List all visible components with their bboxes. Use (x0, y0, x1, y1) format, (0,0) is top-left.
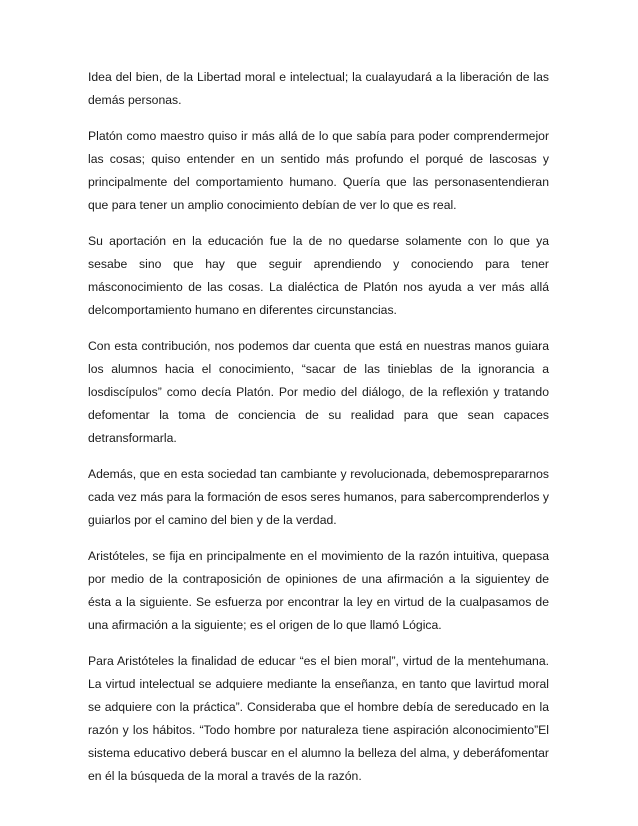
paragraph-sociedad-cambiante: Además, que en esta sociedad tan cambiante y revolucionada, debemosprepararnos cada vez más para la formación de esos seres humanos, para sabercomprenderlos y guiarlos por el camino del bien y de la verdad. (88, 467, 549, 527)
paragraph-aristoteles-razon: Aristóteles, se fija en principalmente en el movimiento de la razón intuitiva, quepasa por medio de la contraposición de opiniones de una afirmación a la siguientey de ésta a la siguiente. Se esfuerza por encontrar la ley en virtud de la cualpasamos de una afirmación a la siguiente; es el origen de lo que llamó Lógica. (88, 549, 549, 632)
document-body (88, 66, 549, 801)
paragraph-idea-del-bien: Idea del bien, de la Libertad moral e intelectual; la cualayudará a la liberación de las demás personas. (88, 70, 549, 107)
paragraph-aristoteles-finalidad: Para Aristóteles la finalidad de educar “es el bien moral”, virtud de la mentehumana. La virtud intelectual se adquiere mediante la enseñanza, en tanto que lavirtud moral se adquiere con la práctica”. Consideraba que el hombre debía de sereducado en la razón y los hábitos. “Todo hombre por naturaleza tiene aspiración alconocimiento”El sistema educativo deberá buscar en el alumno la belleza del alma, y deberáfomentar en él la búsqueda de la moral a través de la razón. (88, 654, 549, 783)
paragraph-contribucion: Con esta contribución, nos podemos dar cuenta que está en nuestras manos guiara los alumnos hacia el conocimiento, “sacar de las tinieblas de la ignorancia a losdiscípulos” como decía Platón. Por medio del diálogo, de la reflexión y tratando defomentar la toma de conciencia de su realidad para que sean capaces detransformarla. (88, 339, 549, 445)
paragraph-platon-maestro: Platón como maestro quiso ir más allá de lo que sabía para poder comprendermejor las cosas; quiso entender en un sentido más profundo el porqué de lascosas y principalmente del comportamiento humano. Quería que las personasentendieran que para tener un amplio conocimiento debían de ver lo que es real. (88, 129, 549, 212)
paragraph-aportacion-educacion: Su aportación en la educación fue la de no quedarse solamente con lo que ya sesabe sino que hay que seguir aprendiendo y conociendo para tener másconocimiento de las cosas. La dialéctica de Platón nos ayuda a ver más allá delcomportamiento humano en diferentes circunstancias. (88, 234, 549, 317)
